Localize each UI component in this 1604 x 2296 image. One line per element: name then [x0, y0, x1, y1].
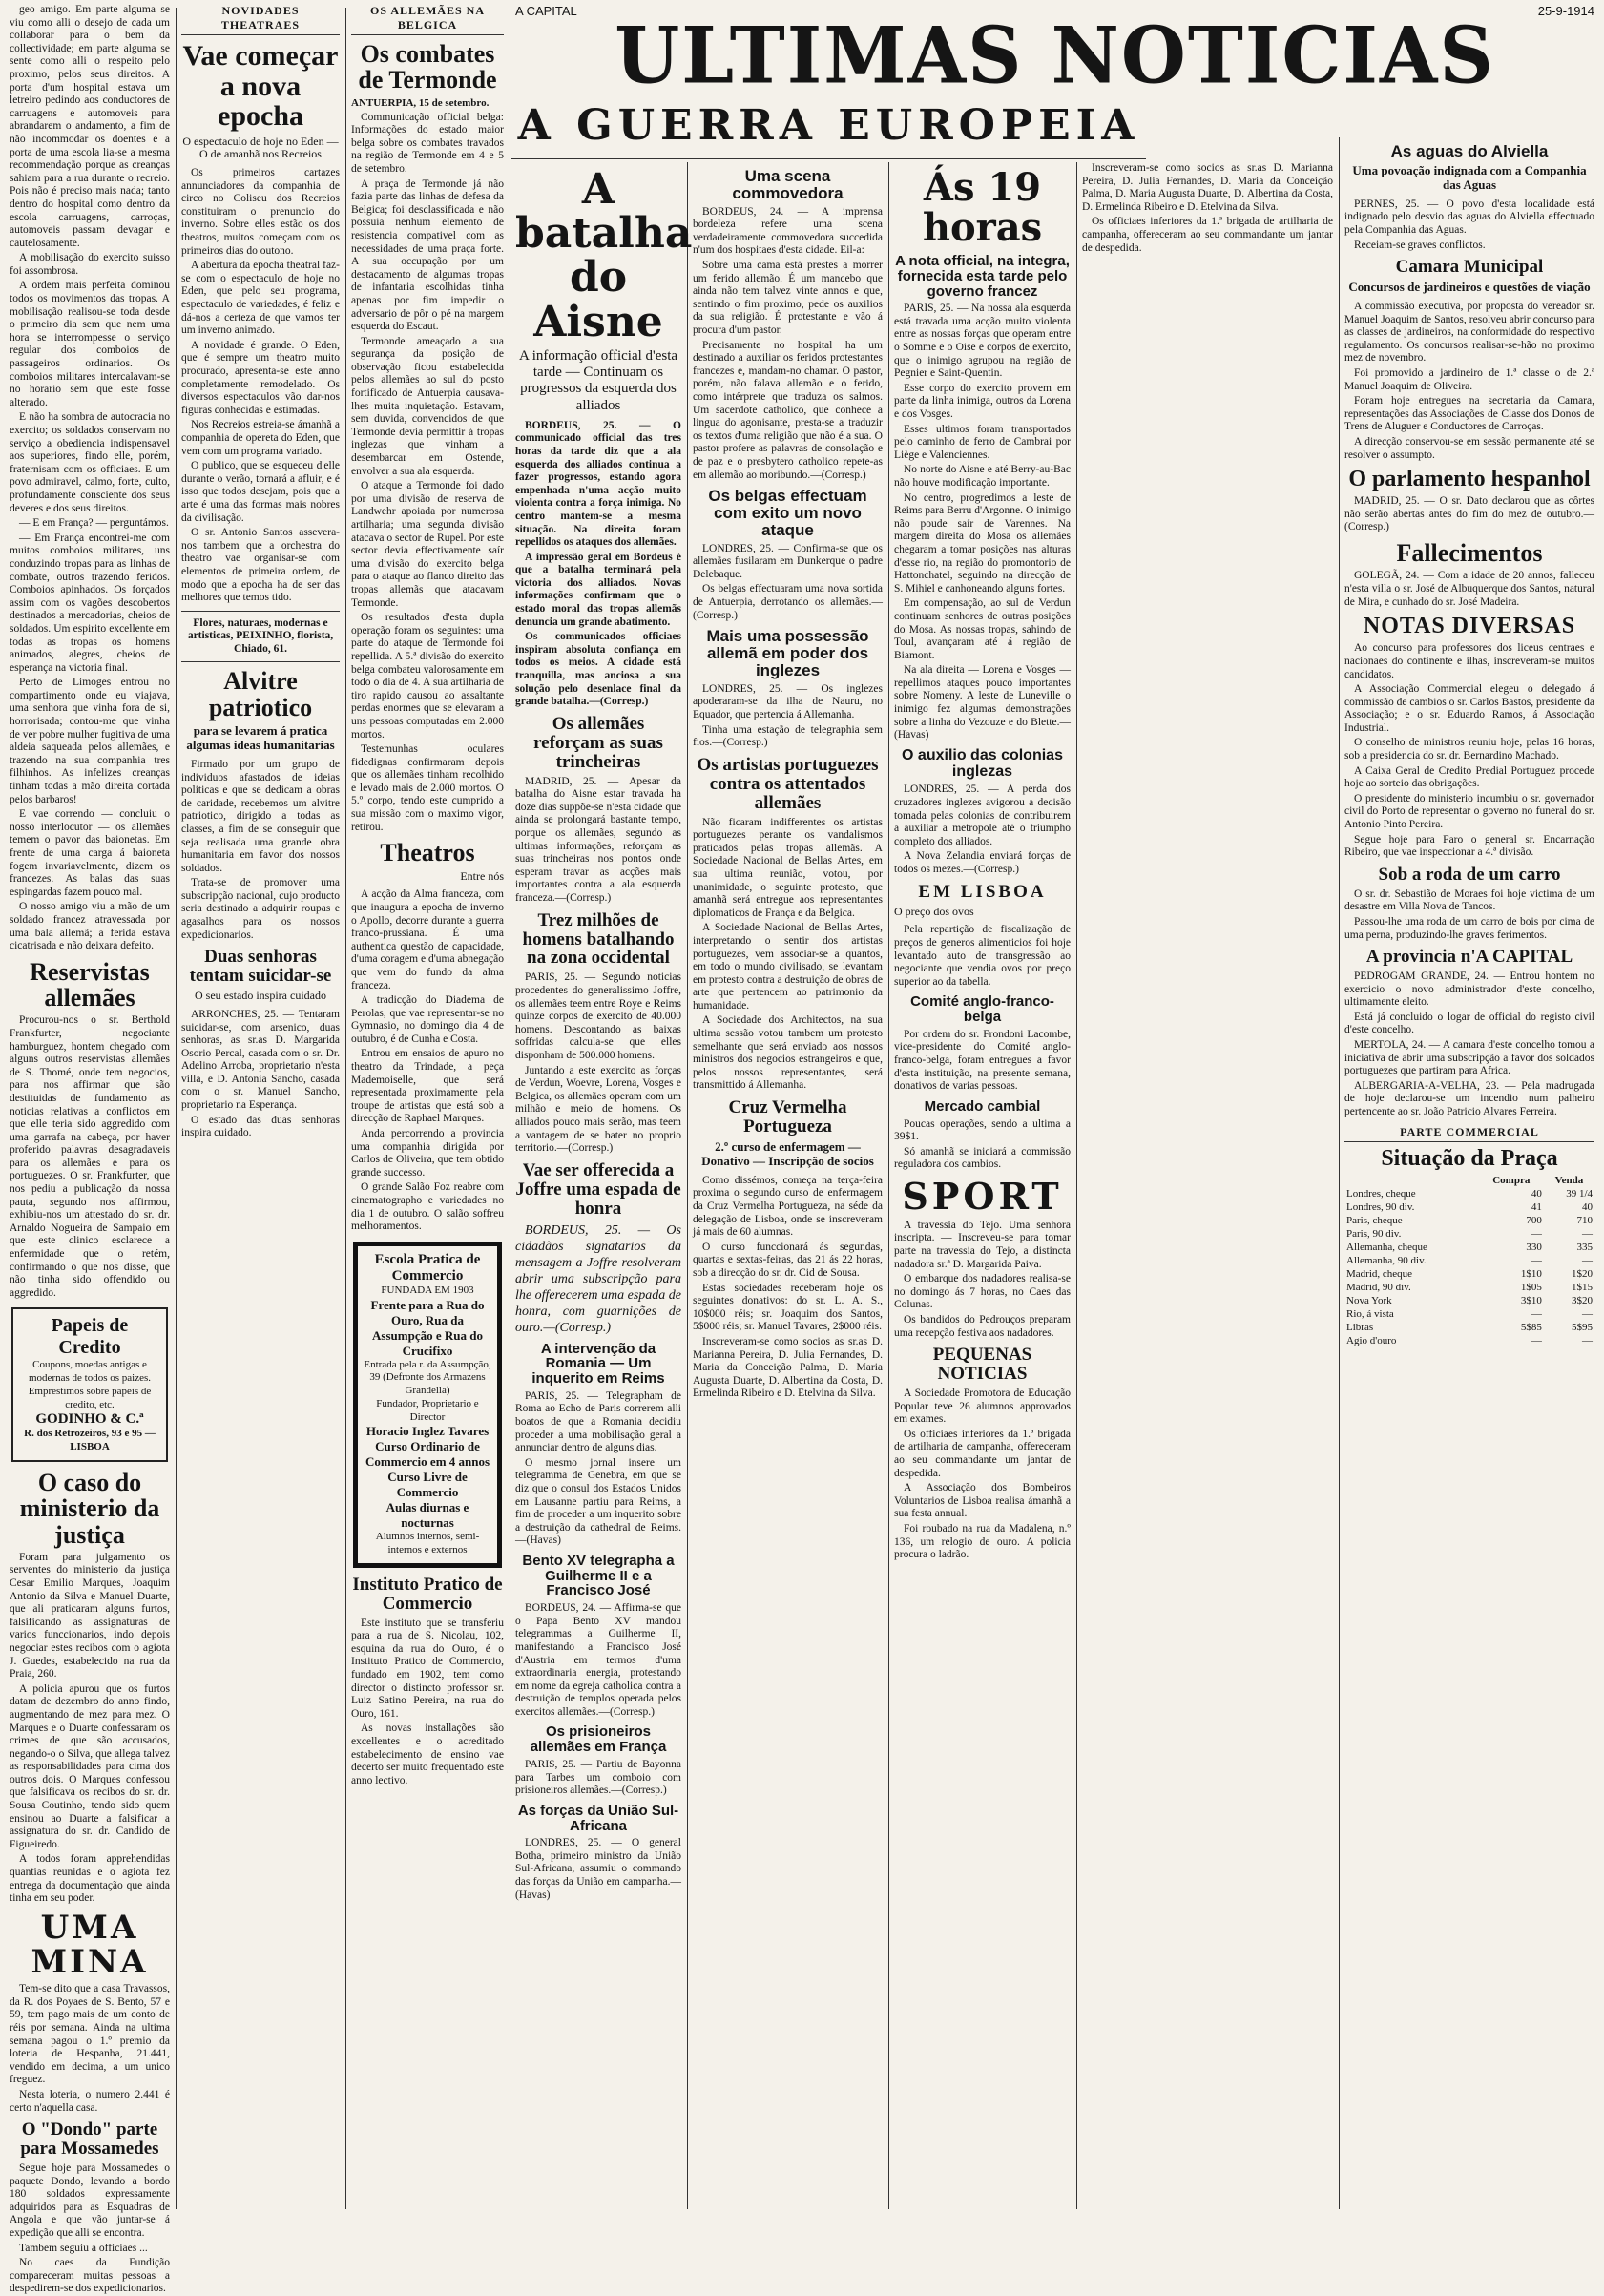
paragraph: Tambem seguiu a officiaes ... — [19, 2242, 148, 2254]
paragraph: ARRONCHES, 25. — Tentaram suicidar-se, com arsenico, duas senhoras, as sr.as D. Margarida Osorio Percal, casada com o sr. Dr. Adelino Arroba, proprietario n'esta villa, e D. Antonia Sancho, casada com o sr. Manuel Sancho, proprietario na Esperança. — [181, 1008, 340, 1112]
fx-sell: 1$15 — [1572, 1281, 1593, 1293]
table-row — [1344, 1241, 1594, 1254]
masthead-date: 25-9-1914 — [1537, 4, 1594, 18]
paragraph: MADRID, 25. — Apesar da batalha do Aisne estar travada ha doze dias suppõe-se n'esta cidade que ainda se prolongará bastante tempo, porque os allemães, segundo as ultimas informações, reforçam as suas trincheiras nos pontos onde esperam travar as acções mais importantes contra a ala esquerda franceza.—(Corresp.) — [515, 775, 681, 904]
fx-sell: — — [1582, 1334, 1593, 1346]
paragraph: geo amigo. Em parte alguma se viu como alli o desejo de cada um collaborar para o bem da collectividade; em parte alguma se sente como alli o respeito pelo proximo, pelos seus direitos. A porta d'um hospital estava um letreiro pedindo aos conductores de carruagens e automoveis para abrandarem o andamento, a fim de não incommodar os doentes e a porta de uma escola lia-se a mesma recommendação porque as creanças sahiam para a rua durante o recreio. Pois não é preciso mais nada; tanto dentro do hospital como dentro da escola carruagens, carroças, automoveis passam devagar e cautelosamente. — [10, 4, 170, 249]
paragraph: Este instituto que se transferiu para a rua de S. Nicolau, 102, esquina da rua do Ouro, é o Instituto Pratico de Commercio, fundado em 1902, tem como director o distincto professor sr. Luiz Satino Pereira, na rua do Ouro, 161. — [351, 1617, 504, 1720]
paragraph: A tradicção do Diadema de Perolas, que vae representar-se no Gymnasio, no domingo dia 4 de outubro, é de Cunha e Costa. — [351, 994, 504, 1045]
paragraph: Juntando a este exercito as forças de Verdun, Woevre, Lorena, Vosges e Belgica, os allemães operam com um milhão e meio de homens. Os alliados pouco mais serão, mas teem a vantagem de se bater no proprio territorio.—(Corresp.) — [515, 1064, 681, 1155]
fx-header-cell — [1344, 1174, 1479, 1187]
paragraph: O publico, que se esqueceu d'elle durante o verão, tornará a afluir, e é isso que todos desejam, pois que a arte é uma das formas mais nobres da civilisação. — [181, 460, 340, 524]
headline-bento-xv: Bento XV telegrapha a Guilherme II e a Francisco José — [522, 1552, 675, 1599]
paragraph: A Associação Commercial elegeu o delegado á commissão de cambios o sr. Carlos Bastos, presidente da Associação; e o sr. Eduardo Ramos, á Associação Industrial. — [1344, 683, 1594, 734]
paragraph: O mesmo jornal insere um telegramma de Genebra, em que se diz que o consul dos Estados Unidos em Lausanne partiu para Reims, a fim de proceder a um inquerito sobre a destruição da cathedral de Reims.—(Havas) — [515, 1456, 681, 1547]
paragraph: Pela repartição de fiscalização de preços de generos alimenticios foi hoje levantado auto de transgressão ao negociante que vendia ovos por preço superior ao da tabella. — [894, 924, 1071, 988]
headline-sport: SPORT — [902, 1174, 1063, 1218]
fx-label: Libras — [1346, 1321, 1374, 1333]
headline-reservistas: Reservistas allemães — [30, 957, 150, 1012]
fx-sell: 1$20 — [1572, 1267, 1593, 1280]
paragraph: O presidente do ministerio incumbiu o sr. governador civil do Porto de representar o governo no funeral do sr. Antonio Pinto Pereira. — [1344, 792, 1594, 831]
ad-line: Coupons, moedas antigas e modernas de todos os paizes. — [29, 1359, 151, 1385]
paragraph: PARIS, 25. — Telegrapham de Roma ao Echo de Paris correrem alli boatos de que a Romania decidiu proceder a uma mobilisação geral a annunciar dentro de alguns dias. — [515, 1389, 681, 1454]
headline-prisioneiros: Os prisioneiros allemães em França — [530, 1723, 667, 1756]
paragraph: Trata-se de promover uma subscripção nacional, cujo producto seria destinado a adquirir roupas e agasalhos para os nossos expedicionarios. — [181, 877, 340, 941]
section-banner: A GUERRA EUROPEIA — [511, 101, 1146, 159]
column-rule — [345, 8, 346, 2209]
paragraph: Esses ultimos foram transportados pelo caminho de ferro de Cambrai por Liège e Valenciennes. — [894, 423, 1071, 461]
ad-line: Curso Livre de Commercio — [387, 1470, 468, 1500]
subheadline: para se levarem á pratica algumas ideas humanitarias — [186, 723, 335, 752]
paragraph: Firmado por um grupo de individuos afastados de ideias politicas e que se dedicam a obras de caridade, recebemos um alvitre patriotico, dirigido a todas as classes, a fim de se conseguir que seja realisada uma grande obra humanitaria em favor dos nossos soldados. — [181, 758, 340, 874]
paragraph: A todos foram apprehendidas quantias reunidas e o agiota fez entrega da documentação que ainda tinha em seu poder. — [10, 1853, 170, 1905]
fx-buy: — — [1531, 1227, 1542, 1240]
fx-buy: — — [1531, 1334, 1542, 1346]
paragraph: LONDRES, 25. — Os inglezes apoderaram-se da ilha de Nauru, no Equador, que pertencia á Allemanha. — [693, 682, 883, 720]
fx-sell: 40 — [1582, 1200, 1593, 1213]
paragraph: A novidade é grande. O Eden, que é sempre um theatro muito procurado, apresenta-se este anno completamente remodelado. Os diversos espectaculos vão dar-nos figuras conhecidas e estimadas. — [181, 339, 340, 416]
paragraph: Nesta loteria, o numero 2.441 é certo n'aquella casa. — [10, 2088, 170, 2114]
paragraph: Sobre uma cama está prestes a morrer um ferido allemão. É um mancebo que ainda não tem talvez vinte annos e que, sentindo o fim proximo, pede os auxilios da sua religião. É protestante e vão á procura d'um pastor. — [693, 260, 883, 337]
ad-florista: Flores, naturaes, modernas e artisticas, PEIXINHO, florista, Chiado, 61. — [187, 616, 334, 655]
paragraph: A Associação dos Bombeiros Voluntarios de Lisboa realisa ámanhã a sua festa annual. — [894, 1482, 1071, 1520]
headline-forcas-uniao: As forças da União Sul-Africana — [517, 1802, 679, 1834]
table-row — [1344, 1267, 1594, 1281]
fx-buy: 1$05 — [1520, 1281, 1542, 1293]
subheadline: A informação official d'esta tarde — Continuam os progressos da esquerda dos alliados — [518, 347, 678, 413]
headline-reforcam: Os allemães reforçam as suas trincheiras — [533, 713, 663, 772]
paragraph: Segue hoje para Mossamedes o paquete Dondo, levando a bordo 180 soldados expressamente adquiridos para as Esquadras de Angola e que vão juntar-se á expedição que alli se encontra. — [10, 2162, 170, 2239]
column-rule — [687, 162, 688, 2209]
paragraph: A acção da Alma franceza, com que inaugura a epocha de inverno o Apollo, decorre durante a guerra franco-prussiana. É uma authentica questão de capacidade, d'uma coragem e d'uma abnegação que vem do fundo da alma franceza. — [351, 888, 504, 991]
paragraph: PEDROGAM GRANDE, 24. — Entrou hontem no exercicio o novo administrador d'este concelho, ultimamente eleito. — [1344, 971, 1594, 1009]
subheadline: Entre nós — [460, 868, 504, 883]
paragraph: PARIS, 25. — Partiu de Bayonna para Tarbes um comboio com prisioneiros allemães.—(Corresp.) — [515, 1758, 681, 1797]
fx-buy: 40 — [1531, 1187, 1542, 1200]
newspaper-page — [6, 4, 1598, 2295]
fx-header-row — [1344, 1174, 1594, 1187]
fx-label: Londres, cheque — [1346, 1187, 1416, 1200]
ad-papeis-de-credito — [11, 1307, 168, 1462]
section-label: PARTE COMMERCIAL — [1344, 1125, 1594, 1142]
paragraph: O nosso amigo viu a mão de um soldado francez atravessada por uma bala allemã; a ferida estava cicatrisada e não deixara defeito. — [10, 901, 170, 952]
fx-sell: 39 1/4 — [1566, 1187, 1593, 1200]
fx-label: Allemanha, cheque — [1346, 1241, 1427, 1253]
paragraph: E não ha sombra de autocracia no exercito; os soldados conservam no serviço a obediencia indispensavel aos superiores, findo elle, porém, fraternisam com os officiaes. E um povo admiravel, calmo, forte, culto, profundamente consciente dos seus deveres e dos seus direitos. — [10, 411, 170, 514]
subheadline: Uma povoação indignada com a Companhia das Aguas — [1352, 162, 1587, 192]
ad-line: FUNDADA EM 1903 — [381, 1284, 474, 1296]
paragraph: O ataque a Termonde foi dado por uma divisão de reserva de Landwehr apoiada por numerosa artilharia; uma segunda divisão atacava o sector de Rupel. Por este sector devia effectivamente saír uma divisão do exercito belga para o ataque ao flanco direito das tropas allemãs que atacavam Termonde. — [351, 480, 504, 609]
column-rule — [1076, 162, 1077, 2209]
headline-19-horas: Ás 19 horas — [922, 165, 1043, 250]
headline-roda-carro: Sob a roda de um carro — [1378, 864, 1561, 885]
headline-auxilio-colonias: O auxilio das colonias inglezas — [902, 746, 1063, 780]
fx-buy: 330 — [1526, 1241, 1542, 1253]
headline-pequenas-noticias: PEQUENAS NOTICIAS — [932, 1345, 1032, 1385]
paragraph: A mobilisação do exercito suisso foi assombrosa. — [10, 252, 170, 277]
headline-romania: A intervenção da Romania — Um inquerito em Reims — [531, 1340, 665, 1387]
fx-buy: — — [1531, 1307, 1542, 1320]
paragraph: Precisamente no hospital ha um destinado a auxiliar os feridos protestantes francezes e, mandam-no chamar. O pastor, porém, não falava allemão e o ferido, como intérprete que traduza os salmos. Um sacerdote catholico, que conhece a lingua do agonisante, presta-se a traduzir os textos d'uma religião que não é a sua. O pastor profere as palavras de consolação e de paz e o presbytero catholico repete-as em allemão ao moribundo.—(Corresp.) — [693, 339, 883, 481]
subheadline: Concursos de jardineiros e questões de viação — [1348, 280, 1591, 295]
fx-sell: — — [1582, 1227, 1593, 1240]
paragraph: O grande Salão Foz reabre com cinematographo e variedades no dia 1 de outubro. O salão soffreu melhoramentos. — [351, 1181, 504, 1233]
table-row — [1344, 1200, 1594, 1214]
paragraph: No centro, progredimos a leste de Reims para Berru d'Argonne. O inimigo não poude saír de Varennes. Na margem direita do Mosa os allemães chegaram a tomar posições nas alturas d'esse rio, na região do promontorio de Hattonchatel, seguindo na direcção de S. Mihiel e canhoneando alguns fortes. — [894, 491, 1071, 595]
paragraph: No norte do Aisne e até Berry-au-Bac não houve modificação importante. — [894, 464, 1071, 489]
fx-header-cell: Venda — [1554, 1174, 1584, 1186]
paragraph: Por ordem do sr. Frondoni Lacombe, vice-presidente do Comité anglo-franco-belga, foram entregues a favor d'esta instituição, na presente semana, donativos de varias pessoas. — [894, 1028, 1071, 1093]
ad-title: Papeis de Credito — [51, 1315, 129, 1359]
paragraph: Os officiaes inferiores da 1.ª brigada de artilharia de campanha, offereceram ao seu commandante um jantar de despedida. — [1082, 216, 1333, 254]
ad-escola-pratica — [353, 1242, 502, 1568]
paragraph: O sr. dr. Sebastião de Moraes foi hoje victima de um desastre em Villa Nova de Tancos. — [1344, 887, 1594, 913]
ad-line: Horacio Inglez Tavares — [365, 1424, 490, 1439]
paragraph: Foram hoje entregues na secretaria da Camara, representações das Associações de Classe dos Donos de Trens de Aluguer e Conductores de Carroças. — [1344, 395, 1594, 433]
paragraph: LONDRES, 25. — A perda dos cruzadores inglezes avigorou a decisão tomada pelas colonias de contribuirem a auxiliar a metropole até o triumpho completo dos alliados. — [894, 783, 1071, 847]
headline-notas-diversas: NOTAS DIVERSAS — [1363, 614, 1576, 639]
ad-title: Escola Pratica de Commercio — [374, 1251, 481, 1284]
paragraph: — E em França? — perguntámos. — [19, 517, 169, 530]
headline-parlamento: O parlamento hespanhol — [1348, 467, 1591, 492]
headline-comite: Comité anglo-franco-belga — [910, 993, 1054, 1026]
paragraph: A Sociedade dos Architectos, na sua ultima sessão votou tambem um protesto semelhante que será enviado aos nossos ministros dos negocios estrangeiros e que, pelos nossos representantes, será transmittido á Allemanha. — [693, 1014, 883, 1092]
paragraph: Ao concurso para professores dos liceus centraes e nacionaes do continente e ilhas, inscreveram-se muitos candidatos. — [1344, 642, 1594, 680]
column-7 — [1341, 137, 1598, 2213]
ad-company: GODINHO & C.ª — [35, 1411, 144, 1428]
ad-line: Frente para a Rua do Ouro, Rua da Assumpção e Rua do Crucifixo — [370, 1297, 485, 1358]
paragraph: Testemunhas oculares fidedignas confirmaram depois que os allemães tinham recolhido e levado mais de 2.000 mortos. O 5.º corpo, tendo este cumprido a sua missão com o maximo vigor, retirou. — [351, 743, 504, 833]
ad-line: Entrada pela r. da Assumpção, 39 (Defronte dos Armazens Grandella) — [364, 1358, 491, 1397]
paragraph: A abertura da epocha theatral faz-se com o espectaculo de hoje no Eden, que pelo seu programa, espectaculo de variedades, é feliz e dá-nos a certeza de que vamos ter um inverno animado. — [181, 260, 340, 337]
paragraph: A commissão executiva, por proposta do vereador sr. Manuel Joaquim de Santos, resolveu abrir concurso para as classes de jardineiros, na conformidade do respectivo regulamento. Os concursos realisar-se-hão no proximo mez de novembro. — [1344, 300, 1594, 365]
fx-label: Agio d'ouro — [1346, 1334, 1397, 1346]
headline-trez-milhoes: Trez milhões de homens batalhando na zona occidental — [522, 909, 675, 969]
column-4 — [689, 162, 886, 2213]
paragraph: A policia apurou que os furtos datam de dezembro do anno findo, augmentando de mez para mez. O Marques e o Duarte confessaram os crimes de que são accusados, negando-o o Silva, que allega talvez as responsabilidades para cima dos outros dois. O Marques confessou que falsificava os recibos do sr. dr. Sousa Coutinho, tendo sido quem ensinou ao Duarte a falsificar a assignatura do sr. dr. Candido de Figueiredo. — [10, 1682, 170, 1850]
paragraph: O sr. Antonio Santos assevera-nos tambem que a orchestra do theatro vae organisar-se com elementos de primeira ordem, de modo que a epocha ha de ser das melhores que temos tido. — [181, 527, 340, 604]
table-row — [1344, 1294, 1594, 1307]
paragraph: Os officiaes inferiores da 1.ª brigada de artilharia de campanha, offereceram ao seu commandante um jantar de despedida. — [894, 1428, 1071, 1479]
fx-label: Paris, cheque — [1346, 1214, 1403, 1226]
ad-line: Alumnos internos, semi-internos e externos — [375, 1531, 480, 1556]
column-rule — [176, 8, 177, 2209]
paragraph: ALBERGARIA-A-VELHA, 23. — Pela madrugada de hoje declarou-se um incendio num palheiro pertencente ao sr. João Patricio Alvares Ferreira. — [1344, 1079, 1594, 1118]
paragraph: Foi promovido a jardineiro de 1.ª classe o de 2.ª Manuel Joaquim de Oliveira. — [1344, 366, 1594, 392]
headline-artistas: Os artistas portuguezes contra os attentados allemães — [697, 754, 879, 813]
paragraph: O embarque dos nadadores realisa-se no domingo ás 7 horas, no Caes das Colunas. — [894, 1273, 1071, 1311]
table-row — [1344, 1321, 1594, 1334]
paragraph: LONDRES, 25. — Confirma-se que os allemães fusilaram em Dunkerque o padre Delebaque. — [693, 542, 883, 580]
paragraph: Nos Recreios estreia-se ámanhã a companhia de opereta do Eden, que vem com um programa variado. — [181, 419, 340, 457]
paragraph: PARIS, 25. — Segundo noticias procedentes do generalissimo Joffre, os allemães teem entre Roye e Reims quinze corpos de exercito de 40.000 homens. Descontando as baixas soffridas calcula-se que elles disponham de 500.000 homens. — [515, 971, 681, 1061]
headline-caso-justica: O caso do ministerio da justiça — [19, 1468, 160, 1549]
table-row — [1344, 1281, 1594, 1294]
fx-sell: — — [1582, 1307, 1593, 1320]
paragraph: A direcção conservou-se em sessão permanente até se resolver o assumpto. — [1344, 435, 1594, 461]
paragraph: Anda percorrendo a provincia uma companhia dirigida por Carlos de Oliveira, que tem obtido grande successo. — [351, 1128, 504, 1179]
paragraph: O conselho de ministros reuniu hoje, pelas 16 horas, sob a presidencia do sr. dr. Bernardino Machado. — [1344, 737, 1594, 762]
fx-sell: 710 — [1576, 1214, 1593, 1226]
paragraph: A praça de Termonde já não fazia parte das linhas de defesa da Belgica; foi desclassificada e não possuia nenhum elemento de resistencia compativel com as necessidades de uma praça forte. A sua occupação por um destacamento de algumas tropas de infantaria escolhidas tinha apenas por fim impedir o adversario de pôr o pé na margem esquerda do Escaut. — [351, 177, 504, 333]
paragraph: BORDEUS, 24. — A imprensa bordeleza refere uma scena verdadeiramente commovedora succedida n'um dos hospitaes d'esta cidade. Eil-a: — [693, 205, 883, 257]
fx-buy: 1$10 — [1520, 1267, 1542, 1280]
fx-label: Nova York — [1346, 1294, 1392, 1306]
column-main-news — [511, 162, 693, 2213]
ad-line: Fundador, Proprietario e Director — [376, 1397, 479, 1423]
paragraph: Perto de Limoges entrou no compartimento onde eu viajava, uma senhora que vinha fora de si, horrorisada; contou-me que vinha de ver pobre mulher fugitiva de uma aldeia saqueada pelos allemães, e trazendo na sua companhia tres filhinhos. As infelizes creanças tinham todas a mão direita cortada pelos barbaros! — [10, 677, 170, 805]
headline-batalha-aisne: A batalha do Aisne — [515, 165, 693, 346]
paragraph: BORDEUS, 25. — O communicado official das tres horas da tarde diz que a ala esquerda dos alliados continua a fazer progressos, estando agora empenhada n'uma acção muito violenta contra a força inimiga. No centro mantem-se a mesma situação. Na direita foram repellidos os ataques dos allemães. — [515, 419, 681, 549]
divider — [181, 611, 340, 612]
table-row — [1344, 1334, 1594, 1347]
masthead-paper-name: A CAPITAL — [515, 4, 577, 18]
subheadline: 2.º curso de enfermagem — Donativo — Inscripção de socios — [701, 1138, 874, 1168]
table-row — [1344, 1214, 1594, 1227]
column-2 — [177, 4, 344, 2213]
paragraph: Esse corpo do exercito provem em parte da linha inimiga, outros da Lorena e dos Vosges. — [894, 382, 1071, 420]
fx-table — [1344, 1174, 1594, 1347]
headline-alvitre: Alvitre patriotico — [208, 667, 313, 721]
paragraph: No caes da Fundição compareceram muitas pessoas a despedirem-se dos expedicionarios. — [10, 2257, 170, 2295]
paragraph: Como dissémos, começa na terça-feira proxima o segundo curso de enfermagem da Cruz Vermelha Portugueza, na séde da delegação de Lisboa, onde se inscreveram já mais de 60 alumnas. — [693, 1174, 883, 1239]
fx-buy: 5$85 — [1520, 1321, 1542, 1333]
headline-aguas-alviella: As aguas do Alviella — [1390, 142, 1549, 160]
fx-buy: 700 — [1526, 1214, 1542, 1226]
column-rule — [1339, 137, 1340, 2209]
fx-buy: — — [1531, 1254, 1542, 1266]
table-row — [1344, 1227, 1594, 1241]
table-row — [1344, 1254, 1594, 1267]
paragraph: A travessia do Tejo. Uma senhora inscripta. — Inscreveu-se para tomar parte na travessia do Tejo, a distincta nadadora sr.ª D. Margarida Paiva. — [894, 1219, 1071, 1270]
paragraph: PARIS, 25. — Na nossa ala esquerda está travada uma acção muito violenta entre as nossas forças que operam entre o Somme e o Oise e corpos de exercito, que o inimigo agrupou na região de Pegnier e Saint-Quentin. — [894, 303, 1071, 380]
paragraph: Está já concluido o logar de official do registo civil d'este concelho. — [1344, 1011, 1594, 1036]
table-row — [1344, 1307, 1594, 1321]
fx-label: Londres, 90 div. — [1346, 1200, 1415, 1213]
headline-cruz-vermelha: Cruz Vermelha Portugueza — [728, 1097, 847, 1137]
fx-sell: 335 — [1576, 1241, 1593, 1253]
ad-address: R. dos Retrozeiros, 93 e 95 — LISBOA — [24, 1428, 156, 1453]
paragraph: Inscreveram-se como socios as sr.as D. Marianna Pereira, D. Julia Fernandes, D. Maria da Conceição Palma, D. Maria Augusta Duarte, D. Albertina da Costa, D. Ermelinda Ribeiro e D. Etelvina da Silva. — [693, 1335, 883, 1400]
divider — [181, 661, 340, 662]
ad-line: Emprestimos sobre papeis de credito, etc. — [28, 1385, 152, 1410]
paragraph: Os primeiros cartazes annunciadores da companhia de circo no Coliseu dos Recreios constituiram o prenuncio do inverno. Sobre elles estão os dos theatros, muitos começam com os primeiros dias do outono. — [181, 167, 340, 257]
paragraph: O estado das duas senhoras inspira cuidado. — [181, 1114, 340, 1139]
headline-fallecimentos: Fallecimentos — [1396, 539, 1543, 568]
paragraph: Só amanhã se iniciará a commissão reguladora dos cambios. — [894, 1145, 1071, 1171]
headline-mercado-cambial: Mercado cambial — [924, 1097, 1041, 1115]
headline-instituto: Instituto Pratico de Commercio — [352, 1574, 503, 1614]
fx-header-cell: Compra — [1492, 1174, 1531, 1186]
paragraph: Não ficaram indifferentes os artistas portuguezes perante os vandalismos praticados pelas tropas allemãs. A Sociedade Nacional de Bellas Artes, em sua ultima reunião, votou, por unanimidade, o seguinte protesto, que amanhã será entregue aos representantes diplomaticos de França e da Belgica. — [693, 816, 883, 919]
paragraph: Passou-lhe uma roda de um carro de bois por cima de uma perna, produzindo-lhe graves ferimentos. — [1344, 915, 1594, 941]
paragraph: Procurou-nos o sr. Berthold Frankfurter, negociante hamburguez, hontem chegado com alguns outros reservistas allemães de S. Thomé, onde tem negocios, para nos affirmar que são destituidas de fundamento as noticias relativas a conflictos em que elle teria sido aggredido com uma garrafa na cabeça, por haver proferido palavras desagradaveis para os allemães e para os portuguezes. O sr. Frankfurter, que nos pediu a publicação da nossa pauta, segundo nos affirmou, exhibiu-nos um attestado do sr. dr. Arnaldo Nogueira de Sampaio em que este clinico esclarece a enfermidade que o retém, confirmando o que nos disse, que não tinha sido offendido ou aggredido. — [10, 1014, 170, 1299]
paragraph: A ordem mais perfeita dominou todos os movimentos das tropas. A mobilisação realisou-se toda desde o primeiro dia sem que nem uma hora se interrompesse o serviço regular dos comboios de passageiros ordinarios. Os comboios militares intercalavam-se no horario sem que este fosse alterado. — [10, 280, 170, 408]
paragraph: MADRID, 25. — O sr. Dato declarou que as côrtes não serão abertas antes do fim do mez de outubro.—(Corresp.) — [1344, 495, 1594, 533]
headline-camara: Camara Municipal — [1395, 257, 1544, 278]
paragraph: Tinha uma estação de telegraphia sem fios.—(Corresp.) — [693, 723, 883, 749]
headline-provincia: A provincia n'A CAPITAL — [1365, 947, 1573, 968]
paragraph: O curso funccionará ás segundas, quartas e sextas-feiras, das 21 ás 22 horas, sob a direcção do sr. dr. Cid de Sousa. — [693, 1241, 883, 1279]
paragraph: A impressão geral em Bordeus é que a batalha terminará pela victoria dos alliados. Novas informações confirmam que o estado moral das tropas allemãs denuncia um grande abatimento. — [515, 551, 681, 628]
headline-theatros: Theatros — [380, 839, 475, 867]
paragraph: A Nova Zelandia enviará forças de todos os mezes.—(Corresp.) — [894, 850, 1071, 875]
paragraph: Receiam-se graves conflictos. — [1354, 239, 1486, 251]
headline-dondo: O "Dondo" parte para Mossamedes — [20, 2119, 159, 2160]
paragraph: PERNES, 25. — O povo d'esta localidade está indignado pelo desvio das aguas do Alviella effectuado pela Companhia das Aguas. — [1344, 198, 1594, 236]
fx-buy: 3$10 — [1520, 1294, 1542, 1306]
fx-label: Paris, 90 div. — [1346, 1227, 1402, 1240]
headline-nota-official: A nota official, na integra, fornecida esta tarde pelo governo francez — [895, 253, 1070, 300]
masthead-title: ULTIMAS NOTICIAS — [615, 10, 1495, 102]
fx-table-title: Situação da Praça — [1381, 1145, 1558, 1171]
paragraph: MERTOLA, 24. — A camara d'este concelho tomou a iniciativa de abrir uma subscripção a favor dos soldados portuguezes que partiram para Africa. — [1344, 1039, 1594, 1077]
paragraph: Tem-se dito que a casa Travassos, da R. dos Poyaes de S. Bento, 57 e 59, tem pago mais de um conto de réis por semana. Ainda na ultima semana pagou o 1.º premio da loteria de Hespanha, 21.441, vendido em decima, a um unico freguez. — [10, 1983, 170, 2086]
headline-em-lisboa: EM LISBOA — [918, 881, 1047, 902]
fx-sell: — — [1582, 1254, 1593, 1266]
paragraph: Termonde ameaçado a sua segurança da posição de observação ficou estabelecida pelos allemães ao sul do posto fortificado de Antuerpia causava-lhes muita inquietação. Estavam, sem duvida, convencidos de que Termonde devia permittir á tropas inglezas que vinham a desembarcar em Ostende, envolver a sua ala esquerda. — [351, 335, 504, 477]
fx-label: Madrid, cheque — [1346, 1267, 1413, 1280]
paragraph: Os bandidos do Pedrouços preparam uma recepção festiva aos nadadores. — [894, 1313, 1071, 1339]
paragraph: Os communicados officiaes inspiram absoluta confiança em todos os meios. A cidade está tranquilla, mas anciosa a sua solução pelo desenlace final da grande batalha.—(Corresp.) — [515, 631, 681, 708]
column-1 — [6, 4, 174, 2295]
fx-sell: 3$20 — [1572, 1294, 1593, 1306]
paragraph: A Sociedade Nacional de Bellas Artes, interpretando o sentir dos artistas portuguezes, vem associar-se a quantos, em todo o mundo civilisado, se levantam em protesto contra a destruição de obras de arte que pertencem ao patrimonio da humanidade. — [693, 922, 883, 1012]
paragraph: BORDEUS, 24. — Affirma-se que o Papa Bento XV mandou telegrammas a Guilherme II, manifestando a Francisco José d'Austria em termos d'uma extraordinaria energia, protestando em nome da egreja catholica contra a destruição de templos operada pelos exercitos allemães.—(Corresp.) — [515, 1602, 681, 1718]
paragraph: Em compensação, ao sul de Verdun continuam senhores de outras posições do Mosa. As nossas tropas, sahindo de Toul, avançaram até á região de Biamont. — [894, 597, 1071, 661]
headline-belgas: Os belgas effectuam com exito um novo ataque — [708, 487, 867, 539]
paragraph: Na ala direita — Lorena e Vosges — repellimos ataques pouco importantes sobre Nomeny. A leste de Luneville o inimigo fez algumas demonstrações sobre a linha do Vezouze e do Blette.—(Havas) — [894, 664, 1071, 741]
headline-vae-comecar: Vae começar a nova epocha — [182, 40, 339, 132]
ad-line: Curso Ordinario de Commercio em 4 annos — [365, 1439, 490, 1470]
headline-duas-senhoras: Duas senhoras tentam suicidar-se — [189, 947, 332, 987]
headline-uma-mina: UMA MINA — [31, 1908, 149, 1981]
paragraph: LONDRES, 25. — O general Botha, primeiro ministro da União Sul-Africana, assumiu o commando das forças da União em campanha.—(Havas) — [515, 1837, 681, 1901]
subheadline: O espectaculo de hoje no Eden — O de amanhã nos Recreios — [182, 134, 339, 161]
paragraph: Os resultados d'esta dupla operação foram os seguintes: uma parte do ataque de Termonde foi repellida. A 5.ª divisão do exercito belga combateu valorosamente em todo o dia de 4. A sua artilharia de tiro rapido causou ao assaltante perdas enormes que se elevaram a uns pessoas computadas em 2.000 mortos. — [351, 612, 504, 741]
paragraph: GOLEGÃ, 24. — Com a idade de 20 annos, falleceu n'esta villa o sr. José de Albuquerque dos Santos, natural de Mira, e cunhado do sr. José Madeira. — [1344, 570, 1594, 608]
paragraph: As novas installações são excellentes e o acreditado estabelecimento de ensino vae decerto ser muito frequentado este anno lectivo. — [351, 1722, 504, 1786]
fx-label: Madrid, 90 div. — [1346, 1281, 1411, 1293]
ad-line: Aulas diurnas e nocturnas — [385, 1500, 469, 1531]
paragraph: Communicação official belga: Informações do estado maior belga sobre os combates travados na região de Termonde em 4 e 5 de setembro. — [351, 111, 504, 175]
column-5 — [890, 162, 1074, 2213]
paragraph: A Caixa Geral de Credito Predial Portuguez procede hoje ao sorteio das obrigações. — [1344, 764, 1594, 790]
paragraph: Segue hoje para Faro o general sr. Encarnação Ribeiro, que vae inspeccionar a 4.ª divisão. — [1344, 833, 1594, 859]
headline-scena: Uma scena commovedora — [732, 167, 844, 202]
headline-espada-joffre: Vae ser offerecida a Joffre uma espada de honra — [515, 1159, 681, 1219]
paragraph: Os belgas effectuaram uma nova sortida de Antuerpia, derrotando os allemães.—(Corresp.) — [693, 583, 883, 621]
column-6 — [1078, 162, 1337, 2213]
paragraph: — Em França encontrei-me com muitos comboios militares, uns conduzindo tropas para as linhas de combate, outros trazendo feridos. Comboios apinhados. Os forçados assim com os vagões descobertos destinados a mercadorias, cheios de soldados. Um espirito excellente em todas as tropas os homens animados, alegres, cheios de esperança na victoria final. — [10, 532, 170, 674]
fx-buy: 41 — [1531, 1200, 1542, 1213]
subheadline: O preço dos ovos — [894, 904, 974, 918]
fx-label: Rio, á vista — [1346, 1307, 1394, 1320]
column-rule — [888, 162, 889, 2209]
column-3 — [347, 4, 508, 2213]
paragraph: Estas sociedades receberam hoje os seguintes donativos: do sr. L. A. S., 10$000 réis; sr. Joaquim dos Santos, 5$000 réis; sr. Manuel Tavares, 2$000 réis. — [693, 1282, 883, 1333]
dateline: ANTUERPIA, 15 de setembro. — [351, 96, 490, 109]
headline-combates-termonde: Os combates de Termonde — [358, 40, 497, 94]
headline-possessao: Mais uma possessão allemã em poder dos inglezes — [706, 627, 869, 679]
paragraph: Foram para julgamento os serventes do ministerio da justiça Cesar Emilio Marques, Joaquim Antonio da Silva e Manuel Duarte, que ali praticaram alguns furtos, falsificando as assignaturas de varios funccionarios, indo depois negociar estes recibos com o agiota J. Guedes, estabelecido na rua da Praia, 260. — [10, 1551, 170, 1680]
subheadline: O seu estado inspira cuidado — [195, 989, 326, 1003]
paragraph: Entrou em ensaios de apuro no theatro da Trindade, a peça Mademoiselle, que será representada proximamente pela troupe de artistas que está sob a direcção de Raphael Marques. — [351, 1048, 504, 1125]
paragraph: Poucas operações, sendo a ultima a 39$1. — [894, 1117, 1071, 1143]
fx-sell: 5$95 — [1572, 1321, 1593, 1333]
section-label: NOVIDADES THEATRAES — [181, 4, 340, 35]
paragraph: Inscreveram-se como socios as sr.as D. Marianna Pereira, D. Julia Fernandes, D. Maria da Conceição Palma, D. Maria Augusta Duarte, D. Albertina da Costa, D. Ermelinda Ribeiro e D. Etelvina da Silva. — [1082, 162, 1333, 213]
paragraph: A Sociedade Promotora de Educação Popular teve 26 alumnos approvados em exames. — [894, 1388, 1071, 1426]
paragraph: E vae correndo — concluiu o nosso interlocutor — os allemães temem o pavor das baionetas. Em frente de uma carga á baioneta fogem invariavelmente, dizem os francezes. As balas das suas espingardas fazem pouco mal. — [10, 808, 170, 898]
fx-label: Allemanha, 90 div. — [1346, 1254, 1427, 1266]
table-row — [1344, 1187, 1594, 1200]
paragraph: BORDEUS, 25. — Os cidadãos signatarios da mensagem a Joffre resolveram abrir uma subscripção para lhe offerecerem uma espada de honra, com guarnições de ouro.—(Corresp.) — [515, 1222, 681, 1335]
section-label: OS ALLEMÃES NA BELGICA — [351, 4, 504, 35]
paragraph: Foi roubado na rua da Madalena, n.º 136, um relogio de ouro. A policia procura o ladrão. — [894, 1522, 1071, 1561]
